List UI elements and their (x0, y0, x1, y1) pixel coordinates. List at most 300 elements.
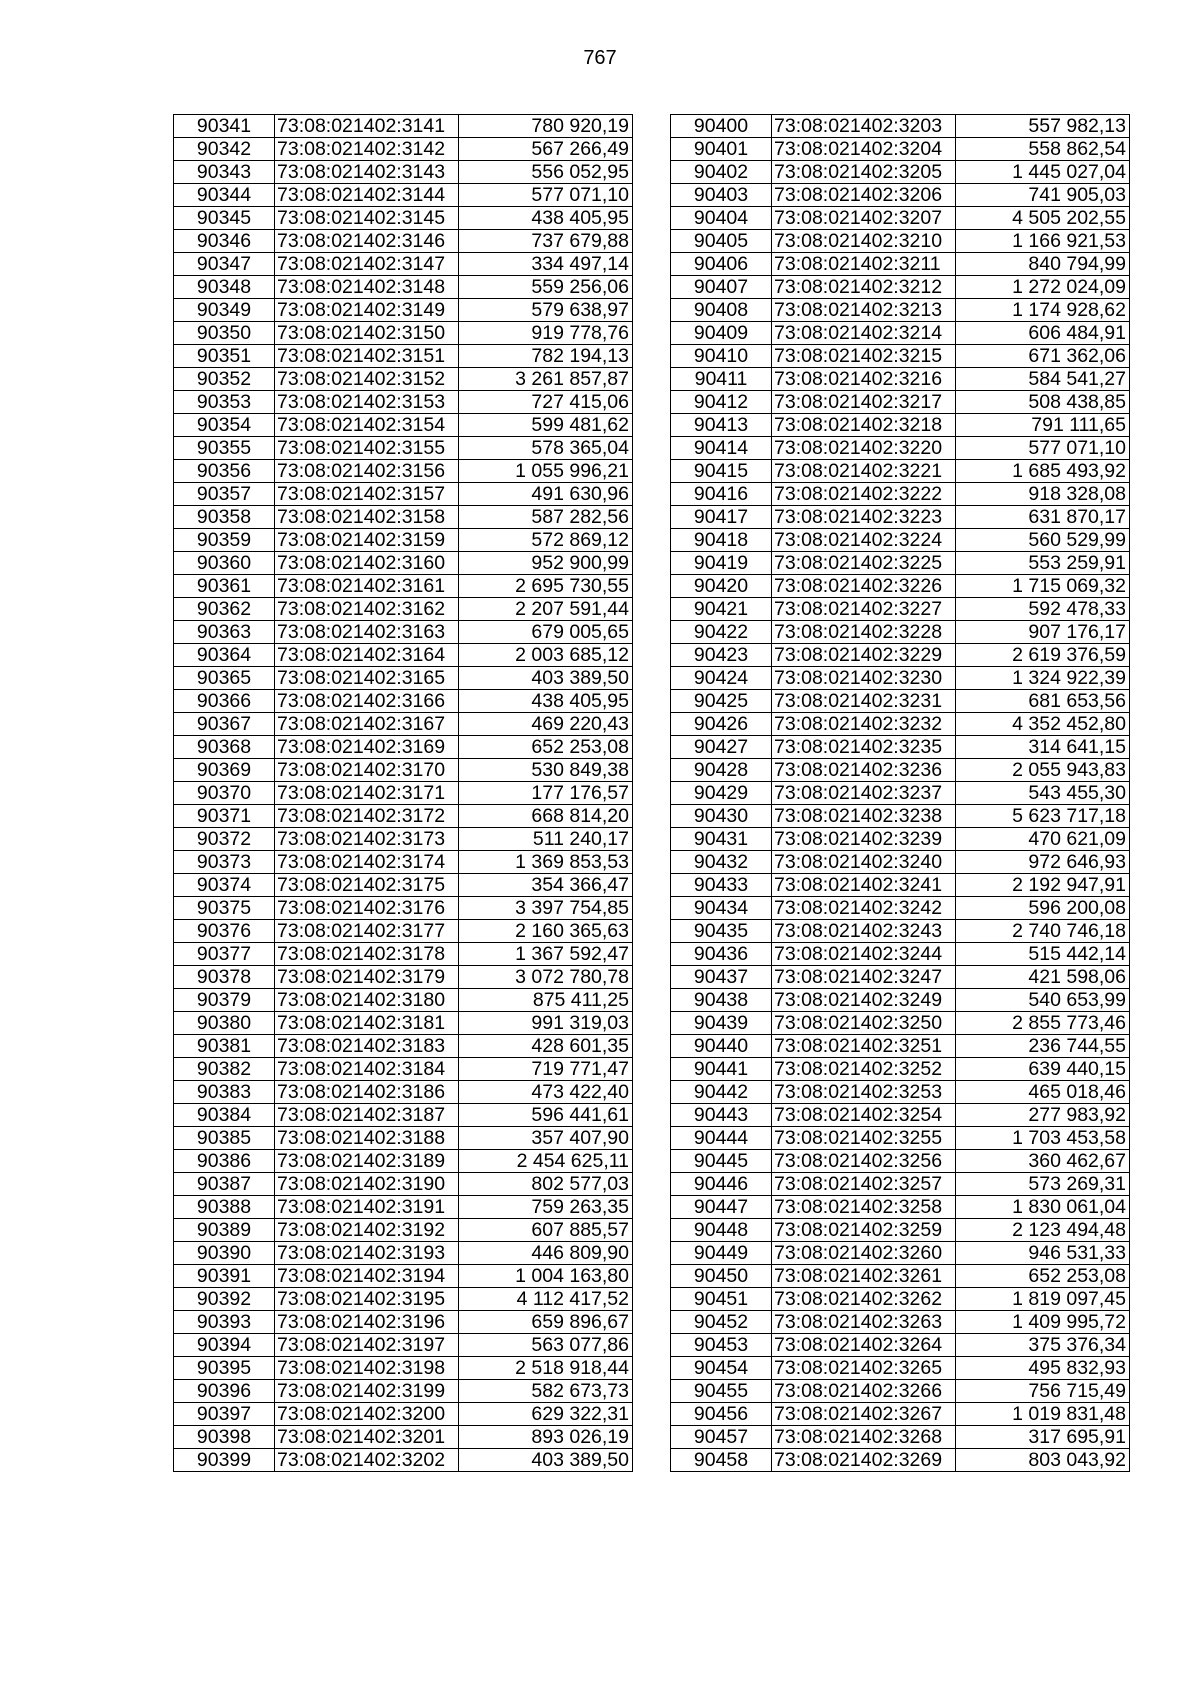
value-cell: 791 111,65 (956, 414, 1130, 437)
value-cell: 1 367 592,47 (459, 943, 633, 966)
value-cell: 2 055 943,83 (956, 759, 1130, 782)
value-cell: 1 174 928,62 (956, 299, 1130, 322)
cadastral-number-cell: 73:08:021402:3157 (275, 483, 459, 506)
record-number-cell: 90415 (671, 460, 772, 483)
value-cell: 741 905,03 (956, 184, 1130, 207)
cadastral-number-cell: 73:08:021402:3163 (275, 621, 459, 644)
value-cell: 508 438,85 (956, 391, 1130, 414)
cadastral-number-cell: 73:08:021402:3211 (772, 253, 956, 276)
table-row (671, 1334, 1130, 1357)
cadastral-number-cell: 73:08:021402:3190 (275, 1173, 459, 1196)
table-row (174, 897, 633, 920)
cadastral-number-cell: 73:08:021402:3177 (275, 920, 459, 943)
record-number-cell: 90407 (671, 276, 772, 299)
cadastral-number-cell: 73:08:021402:3183 (275, 1035, 459, 1058)
value-cell: 572 869,12 (459, 529, 633, 552)
table-row (671, 1380, 1130, 1403)
record-number-cell: 90444 (671, 1127, 772, 1150)
table-row (174, 368, 633, 391)
cadastral-number-cell: 73:08:021402:3152 (275, 368, 459, 391)
value-cell: 559 256,06 (459, 276, 633, 299)
cadastral-number-cell: 73:08:021402:3165 (275, 667, 459, 690)
table-row (174, 598, 633, 621)
cadastral-number-cell: 73:08:021402:3201 (275, 1426, 459, 1449)
table-row (174, 1104, 633, 1127)
value-cell: 4 112 417,52 (459, 1288, 633, 1311)
cadastral-number-cell: 73:08:021402:3144 (275, 184, 459, 207)
cadastral-number-cell: 73:08:021402:3260 (772, 1242, 956, 1265)
record-number-cell: 90440 (671, 1035, 772, 1058)
cadastral-number-cell: 73:08:021402:3226 (772, 575, 956, 598)
record-number-cell: 90389 (174, 1219, 275, 1242)
value-cell: 428 601,35 (459, 1035, 633, 1058)
cadastral-number-cell: 73:08:021402:3264 (772, 1334, 956, 1357)
record-number-cell: 90452 (671, 1311, 772, 1334)
table-row (174, 115, 633, 138)
table-row (174, 1426, 633, 1449)
table-row (671, 897, 1130, 920)
value-cell: 446 809,90 (459, 1242, 633, 1265)
record-number-cell: 90456 (671, 1403, 772, 1426)
cadastral-number-cell: 73:08:021402:3218 (772, 414, 956, 437)
record-number-cell: 90410 (671, 345, 772, 368)
cadastral-number-cell: 73:08:021402:3145 (275, 207, 459, 230)
value-cell: 2 207 591,44 (459, 598, 633, 621)
record-number-cell: 90357 (174, 483, 275, 506)
value-cell: 317 695,91 (956, 1426, 1130, 1449)
table-row (671, 759, 1130, 782)
table-row (174, 184, 633, 207)
value-cell: 511 240,17 (459, 828, 633, 851)
table-row (174, 1265, 633, 1288)
record-number-cell: 90402 (671, 161, 772, 184)
cadastral-number-cell: 73:08:021402:3240 (772, 851, 956, 874)
table-row (671, 1081, 1130, 1104)
record-number-cell: 90418 (671, 529, 772, 552)
cadastral-number-cell: 73:08:021402:3269 (772, 1449, 956, 1472)
record-number-cell: 90349 (174, 299, 275, 322)
record-number-cell: 90426 (671, 713, 772, 736)
table-row (671, 920, 1130, 943)
cadastral-number-cell: 73:08:021402:3200 (275, 1403, 459, 1426)
value-cell: 470 621,09 (956, 828, 1130, 851)
table-row (174, 805, 633, 828)
record-number-cell: 90346 (174, 230, 275, 253)
record-number-cell: 90413 (671, 414, 772, 437)
table-row (671, 1173, 1130, 1196)
cadastral-number-cell: 73:08:021402:3228 (772, 621, 956, 644)
cadastral-number-cell: 73:08:021402:3178 (275, 943, 459, 966)
value-cell: 557 982,13 (956, 115, 1130, 138)
record-number-cell: 90380 (174, 1012, 275, 1035)
value-cell: 1 830 061,04 (956, 1196, 1130, 1219)
record-number-cell: 90450 (671, 1265, 772, 1288)
record-number-cell: 90455 (671, 1380, 772, 1403)
record-number-cell: 90394 (174, 1334, 275, 1357)
record-number-cell: 90355 (174, 437, 275, 460)
cadastral-number-cell: 73:08:021402:3205 (772, 161, 956, 184)
value-cell: 652 253,08 (459, 736, 633, 759)
record-number-cell: 90369 (174, 759, 275, 782)
record-number-cell: 90393 (174, 1311, 275, 1334)
record-number-cell: 90434 (671, 897, 772, 920)
value-cell: 277 983,92 (956, 1104, 1130, 1127)
cadastral-number-cell: 73:08:021402:3194 (275, 1265, 459, 1288)
cadastral-number-cell: 73:08:021402:3162 (275, 598, 459, 621)
table-row (174, 1403, 633, 1426)
register-table-right-body (671, 115, 1130, 1472)
table-row (671, 276, 1130, 299)
table-row (174, 322, 633, 345)
table-row (671, 667, 1130, 690)
record-number-cell: 90365 (174, 667, 275, 690)
cadastral-number-cell: 73:08:021402:3239 (772, 828, 956, 851)
cadastral-number-cell: 73:08:021402:3262 (772, 1288, 956, 1311)
value-cell: 606 484,91 (956, 322, 1130, 345)
table-row (174, 138, 633, 161)
table-row (671, 713, 1130, 736)
record-number-cell: 90374 (174, 874, 275, 897)
table-row (671, 598, 1130, 621)
table-row (671, 874, 1130, 897)
table-row (174, 529, 633, 552)
value-cell: 629 322,31 (459, 1403, 633, 1426)
cadastral-number-cell: 73:08:021402:3187 (275, 1104, 459, 1127)
value-cell: 567 266,49 (459, 138, 633, 161)
cadastral-number-cell: 73:08:021402:3197 (275, 1334, 459, 1357)
record-number-cell: 90362 (174, 598, 275, 621)
record-number-cell: 90395 (174, 1357, 275, 1380)
value-cell: 639 440,15 (956, 1058, 1130, 1081)
value-cell: 515 442,14 (956, 943, 1130, 966)
record-number-cell: 90454 (671, 1357, 772, 1380)
value-cell: 840 794,99 (956, 253, 1130, 276)
table-row (174, 1311, 633, 1334)
cadastral-number-cell: 73:08:021402:3212 (772, 276, 956, 299)
value-cell: 469 220,43 (459, 713, 633, 736)
register-table-left-body (174, 115, 633, 1472)
table-row (671, 184, 1130, 207)
table-row (671, 1403, 1130, 1426)
value-cell: 3 261 857,87 (459, 368, 633, 391)
value-cell: 719 771,47 (459, 1058, 633, 1081)
value-cell: 403 389,50 (459, 1449, 633, 1472)
value-cell: 596 441,61 (459, 1104, 633, 1127)
record-number-cell: 90363 (174, 621, 275, 644)
record-number-cell: 90364 (174, 644, 275, 667)
value-cell: 918 328,08 (956, 483, 1130, 506)
value-cell: 2 855 773,46 (956, 1012, 1130, 1035)
value-cell: 671 362,06 (956, 345, 1130, 368)
record-number-cell: 90398 (174, 1426, 275, 1449)
record-number-cell: 90348 (174, 276, 275, 299)
cadastral-number-cell: 73:08:021402:3188 (275, 1127, 459, 1150)
value-cell: 919 778,76 (459, 322, 633, 345)
cadastral-number-cell: 73:08:021402:3249 (772, 989, 956, 1012)
cadastral-number-cell: 73:08:021402:3173 (275, 828, 459, 851)
table-row (174, 966, 633, 989)
record-number-cell: 90406 (671, 253, 772, 276)
record-number-cell: 90387 (174, 1173, 275, 1196)
table-row (671, 828, 1130, 851)
cadastral-number-cell: 73:08:021402:3206 (772, 184, 956, 207)
cadastral-number-cell: 73:08:021402:3156 (275, 460, 459, 483)
record-number-cell: 90438 (671, 989, 772, 1012)
table-row (174, 552, 633, 575)
value-cell: 553 259,91 (956, 552, 1130, 575)
value-cell: 2 454 625,11 (459, 1150, 633, 1173)
record-number-cell: 90420 (671, 575, 772, 598)
cadastral-number-cell: 73:08:021402:3221 (772, 460, 956, 483)
cadastral-number-cell: 73:08:021402:3159 (275, 529, 459, 552)
cadastral-number-cell: 73:08:021402:3207 (772, 207, 956, 230)
cadastral-number-cell: 73:08:021402:3174 (275, 851, 459, 874)
cadastral-number-cell: 73:08:021402:3153 (275, 391, 459, 414)
record-number-cell: 90414 (671, 437, 772, 460)
cadastral-number-cell: 73:08:021402:3167 (275, 713, 459, 736)
cadastral-number-cell: 73:08:021402:3224 (772, 529, 956, 552)
value-cell: 679 005,65 (459, 621, 633, 644)
value-cell: 596 200,08 (956, 897, 1130, 920)
record-number-cell: 90381 (174, 1035, 275, 1058)
cadastral-number-cell: 73:08:021402:3243 (772, 920, 956, 943)
table-row (174, 621, 633, 644)
value-cell: 584 541,27 (956, 368, 1130, 391)
value-cell: 1 715 069,32 (956, 575, 1130, 598)
table-row (671, 506, 1130, 529)
record-number-cell: 90404 (671, 207, 772, 230)
record-number-cell: 90375 (174, 897, 275, 920)
cadastral-number-cell: 73:08:021402:3268 (772, 1426, 956, 1449)
record-number-cell: 90447 (671, 1196, 772, 1219)
cadastral-number-cell: 73:08:021402:3247 (772, 966, 956, 989)
value-cell: 4 505 202,55 (956, 207, 1130, 230)
table-row (671, 1104, 1130, 1127)
cadastral-number-cell: 73:08:021402:3141 (275, 115, 459, 138)
table-row (174, 1081, 633, 1104)
value-cell: 1 272 024,09 (956, 276, 1130, 299)
value-cell: 334 497,14 (459, 253, 633, 276)
value-cell: 403 389,50 (459, 667, 633, 690)
cadastral-number-cell: 73:08:021402:3265 (772, 1357, 956, 1380)
page-number: 767 (583, 47, 617, 69)
value-cell: 1 324 922,39 (956, 667, 1130, 690)
table-row (671, 483, 1130, 506)
record-number-cell: 90427 (671, 736, 772, 759)
table-row (671, 437, 1130, 460)
cadastral-number-cell: 73:08:021402:3186 (275, 1081, 459, 1104)
table-row (671, 115, 1130, 138)
record-number-cell: 90341 (174, 115, 275, 138)
cadastral-number-cell: 73:08:021402:3267 (772, 1403, 956, 1426)
record-number-cell: 90422 (671, 621, 772, 644)
cadastral-number-cell: 73:08:021402:3256 (772, 1150, 956, 1173)
cadastral-number-cell: 73:08:021402:3166 (275, 690, 459, 713)
value-cell: 543 455,30 (956, 782, 1130, 805)
table-row (671, 460, 1130, 483)
record-number-cell: 90425 (671, 690, 772, 713)
record-number-cell: 90361 (174, 575, 275, 598)
cadastral-number-cell: 73:08:021402:3266 (772, 1380, 956, 1403)
cadastral-number-cell: 73:08:021402:3181 (275, 1012, 459, 1035)
record-number-cell: 90377 (174, 943, 275, 966)
value-cell: 357 407,90 (459, 1127, 633, 1150)
value-cell: 2 619 376,59 (956, 644, 1130, 667)
table-row (174, 1173, 633, 1196)
value-cell: 360 462,67 (956, 1150, 1130, 1173)
cadastral-number-cell: 73:08:021402:3195 (275, 1288, 459, 1311)
record-number-cell: 90350 (174, 322, 275, 345)
value-cell: 2 123 494,48 (956, 1219, 1130, 1242)
cadastral-number-cell: 73:08:021402:3164 (275, 644, 459, 667)
record-number-cell: 90358 (174, 506, 275, 529)
cadastral-number-cell: 73:08:021402:3258 (772, 1196, 956, 1219)
table-row (174, 1380, 633, 1403)
record-number-cell: 90403 (671, 184, 772, 207)
record-number-cell: 90366 (174, 690, 275, 713)
table-row (174, 230, 633, 253)
cadastral-number-cell: 73:08:021402:3220 (772, 437, 956, 460)
value-cell: 3 397 754,85 (459, 897, 633, 920)
table-row (174, 1150, 633, 1173)
value-cell: 577 071,10 (956, 437, 1130, 460)
record-number-cell: 90384 (174, 1104, 275, 1127)
record-number-cell: 90382 (174, 1058, 275, 1081)
cadastral-number-cell: 73:08:021402:3204 (772, 138, 956, 161)
record-number-cell: 90378 (174, 966, 275, 989)
record-number-cell: 90359 (174, 529, 275, 552)
value-cell: 2 192 947,91 (956, 874, 1130, 897)
value-cell: 2 695 730,55 (459, 575, 633, 598)
table-row (671, 575, 1130, 598)
table-row (174, 1334, 633, 1357)
cadastral-number-cell: 73:08:021402:3198 (275, 1357, 459, 1380)
cadastral-number-cell: 73:08:021402:3149 (275, 299, 459, 322)
table-row (671, 782, 1130, 805)
cadastral-number-cell: 73:08:021402:3213 (772, 299, 956, 322)
table-row (671, 299, 1130, 322)
value-cell: 631 870,17 (956, 506, 1130, 529)
value-cell: 1 055 996,21 (459, 460, 633, 483)
record-number-cell: 90446 (671, 1173, 772, 1196)
cadastral-number-cell: 73:08:021402:3146 (275, 230, 459, 253)
value-cell: 473 422,40 (459, 1081, 633, 1104)
value-cell: 573 269,31 (956, 1173, 1130, 1196)
table-row (174, 1449, 633, 1472)
value-cell: 759 263,35 (459, 1196, 633, 1219)
table-row (174, 920, 633, 943)
cadastral-number-cell: 73:08:021402:3229 (772, 644, 956, 667)
table-row (671, 368, 1130, 391)
value-cell: 530 849,38 (459, 759, 633, 782)
cadastral-number-cell: 73:08:021402:3203 (772, 115, 956, 138)
record-number-cell: 90405 (671, 230, 772, 253)
table-row (174, 736, 633, 759)
table-row (174, 414, 633, 437)
value-cell: 681 653,56 (956, 690, 1130, 713)
table-row (671, 851, 1130, 874)
table-row (671, 1150, 1130, 1173)
record-number-cell: 90343 (174, 161, 275, 184)
record-number-cell: 90360 (174, 552, 275, 575)
record-number-cell: 90443 (671, 1104, 772, 1127)
value-cell: 4 352 452,80 (956, 713, 1130, 736)
record-number-cell: 90385 (174, 1127, 275, 1150)
record-number-cell: 90453 (671, 1334, 772, 1357)
table-row (174, 989, 633, 1012)
table-row (174, 782, 633, 805)
value-cell: 780 920,19 (459, 115, 633, 138)
value-cell: 563 077,86 (459, 1334, 633, 1357)
record-number-cell: 90430 (671, 805, 772, 828)
value-cell: 421 598,06 (956, 966, 1130, 989)
table-row (671, 1265, 1130, 1288)
cadastral-number-cell: 73:08:021402:3235 (772, 736, 956, 759)
table-row (174, 1127, 633, 1150)
table-row (671, 138, 1130, 161)
table-row (174, 161, 633, 184)
cadastral-number-cell: 73:08:021402:3236 (772, 759, 956, 782)
record-number-cell: 90397 (174, 1403, 275, 1426)
record-number-cell: 90401 (671, 138, 772, 161)
cadastral-number-cell: 73:08:021402:3170 (275, 759, 459, 782)
table-row (174, 437, 633, 460)
value-cell: 438 405,95 (459, 690, 633, 713)
cadastral-number-cell: 73:08:021402:3196 (275, 1311, 459, 1334)
table-row (671, 207, 1130, 230)
value-cell: 2 740 746,18 (956, 920, 1130, 943)
value-cell: 177 176,57 (459, 782, 633, 805)
table-row (671, 552, 1130, 575)
cadastral-number-cell: 73:08:021402:3244 (772, 943, 956, 966)
record-number-cell: 90371 (174, 805, 275, 828)
value-cell: 727 415,06 (459, 391, 633, 414)
table-row (174, 1058, 633, 1081)
value-cell: 540 653,99 (956, 989, 1130, 1012)
table-row (671, 345, 1130, 368)
cadastral-number-cell: 73:08:021402:3217 (772, 391, 956, 414)
table-row (174, 1012, 633, 1035)
value-cell: 1 004 163,80 (459, 1265, 633, 1288)
record-number-cell: 90409 (671, 322, 772, 345)
table-row (174, 1196, 633, 1219)
cadastral-number-cell: 73:08:021402:3176 (275, 897, 459, 920)
record-number-cell: 90412 (671, 391, 772, 414)
cadastral-number-cell: 73:08:021402:3180 (275, 989, 459, 1012)
value-cell: 236 744,55 (956, 1035, 1130, 1058)
cadastral-number-cell: 73:08:021402:3189 (275, 1150, 459, 1173)
value-cell: 907 176,17 (956, 621, 1130, 644)
value-cell: 599 481,62 (459, 414, 633, 437)
record-number-cell: 90435 (671, 920, 772, 943)
table-row (671, 1219, 1130, 1242)
table-row (671, 1058, 1130, 1081)
record-number-cell: 90400 (671, 115, 772, 138)
record-number-cell: 90388 (174, 1196, 275, 1219)
value-cell: 354 366,47 (459, 874, 633, 897)
record-number-cell: 90416 (671, 483, 772, 506)
value-cell: 2 160 365,63 (459, 920, 633, 943)
record-number-cell: 90445 (671, 1150, 772, 1173)
table-row (174, 828, 633, 851)
value-cell: 579 638,97 (459, 299, 633, 322)
cadastral-number-cell: 73:08:021402:3222 (772, 483, 956, 506)
table-row (671, 414, 1130, 437)
cadastral-number-cell: 73:08:021402:3225 (772, 552, 956, 575)
record-number-cell: 90432 (671, 851, 772, 874)
value-cell: 465 018,46 (956, 1081, 1130, 1104)
table-row (174, 713, 633, 736)
